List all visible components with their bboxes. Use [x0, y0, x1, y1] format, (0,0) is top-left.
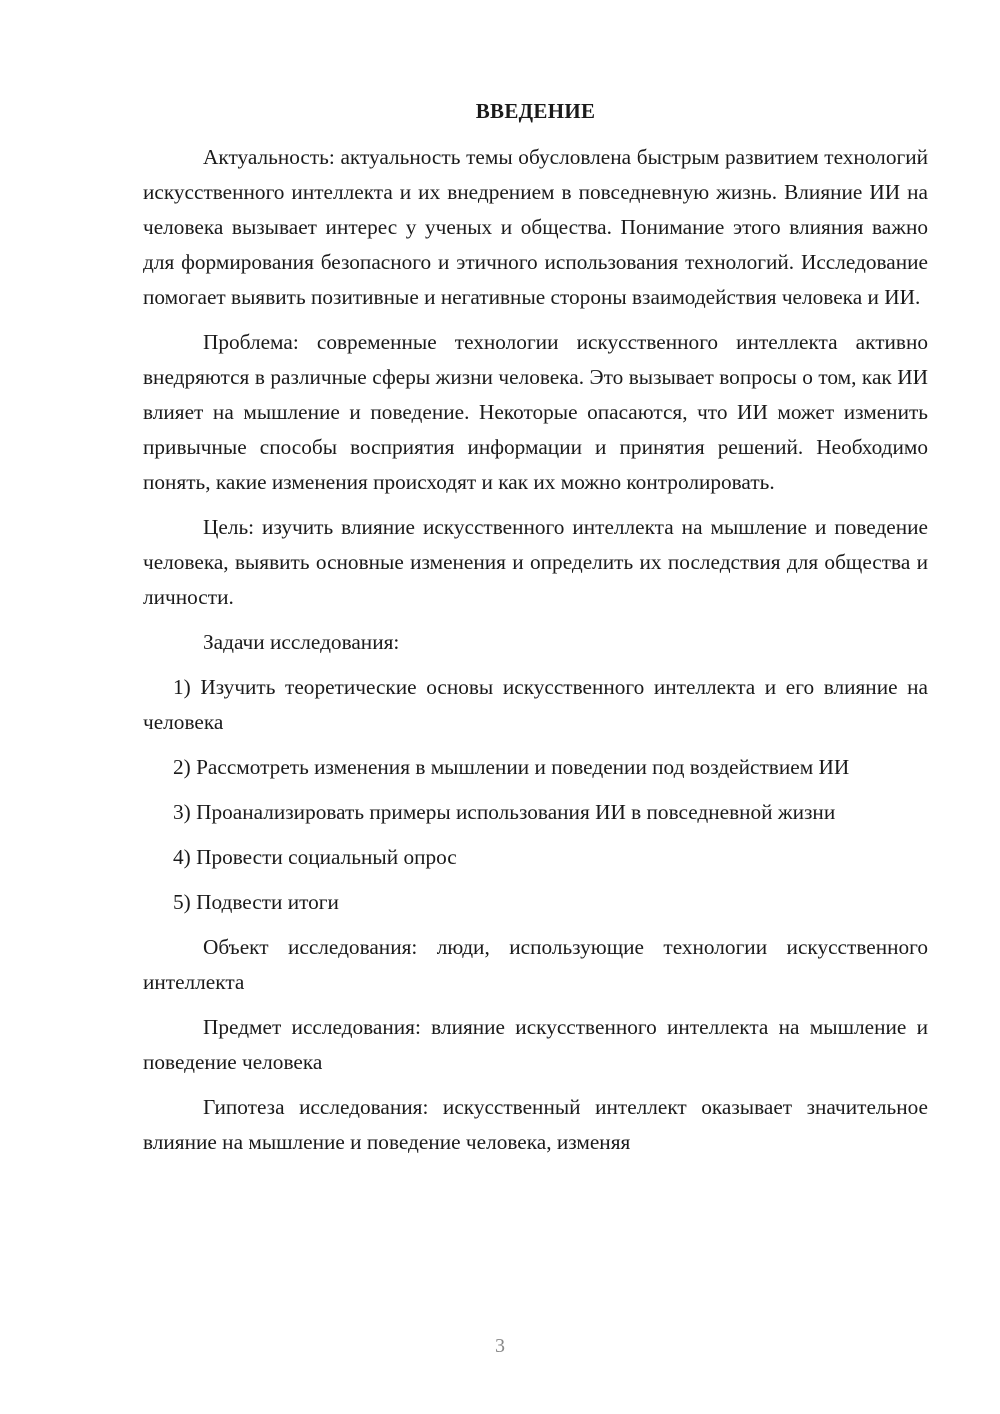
paragraph-hypothesis: Гипотеза исследования: искусственный интеллект оказывает значительное влияние на мышление и поведение человека, изменяя	[143, 1095, 928, 1154]
paragraph-object: Объект исследования: люди, использующие технологии искусственного интеллекта	[143, 935, 928, 994]
paragraph-subject: Предмет исследования: влияние искусственного интеллекта на мышление и поведение человека	[143, 1015, 928, 1074]
task-item-3: 3) Проанализировать примеры использования ИИ в повседневной жизни	[173, 800, 836, 824]
document-page	[143, 96, 928, 1170]
paragraph-problem: Проблема: современные технологии искусственного интеллекта активно внедряются в различные сферы жизни человека. Это вызывает вопросы о том, как ИИ влияет на мышление и поведение. Некоторые опасаются, что ИИ может изменить привычные способы восприятия информации и принятия решений. Необходимо понять, какие изменения происходят и как их можно контролировать.	[143, 330, 928, 494]
paragraph-tasks-heading: Задачи исследования:	[203, 630, 400, 654]
task-item-5: 5) Подвести итоги	[173, 890, 339, 914]
task-item-1: 1) Изучить теоретические основы искусственного интеллекта и его влияние на человека	[143, 675, 928, 734]
page-number: 3	[495, 1335, 505, 1357]
paragraph-goal: Цель: изучить влияние искусственного интеллекта на мышление и поведение человека, выявить основные изменения и определить их последствия для общества и личности.	[143, 515, 928, 609]
section-heading: ВВЕДЕНИЕ	[475, 99, 596, 123]
paragraph-relevance: Актуальность: актуальность темы обусловлена быстрым развитием технологий искусственного интеллекта и их внедрением в повседневную жизнь. Влияние ИИ на человека вызывает интерес у ученых и общества. Понимание этого влияния важно для формирования безопасного и этичного использования технологий. Исследование помогает выявить позитивные и негативные стороны взаимодействия человека и ИИ.	[143, 145, 928, 309]
task-item-4: 4) Провести социальный опрос	[173, 845, 457, 869]
task-item-2: 2) Рассмотреть изменения в мышлении и поведении под воздействием ИИ	[173, 755, 850, 779]
